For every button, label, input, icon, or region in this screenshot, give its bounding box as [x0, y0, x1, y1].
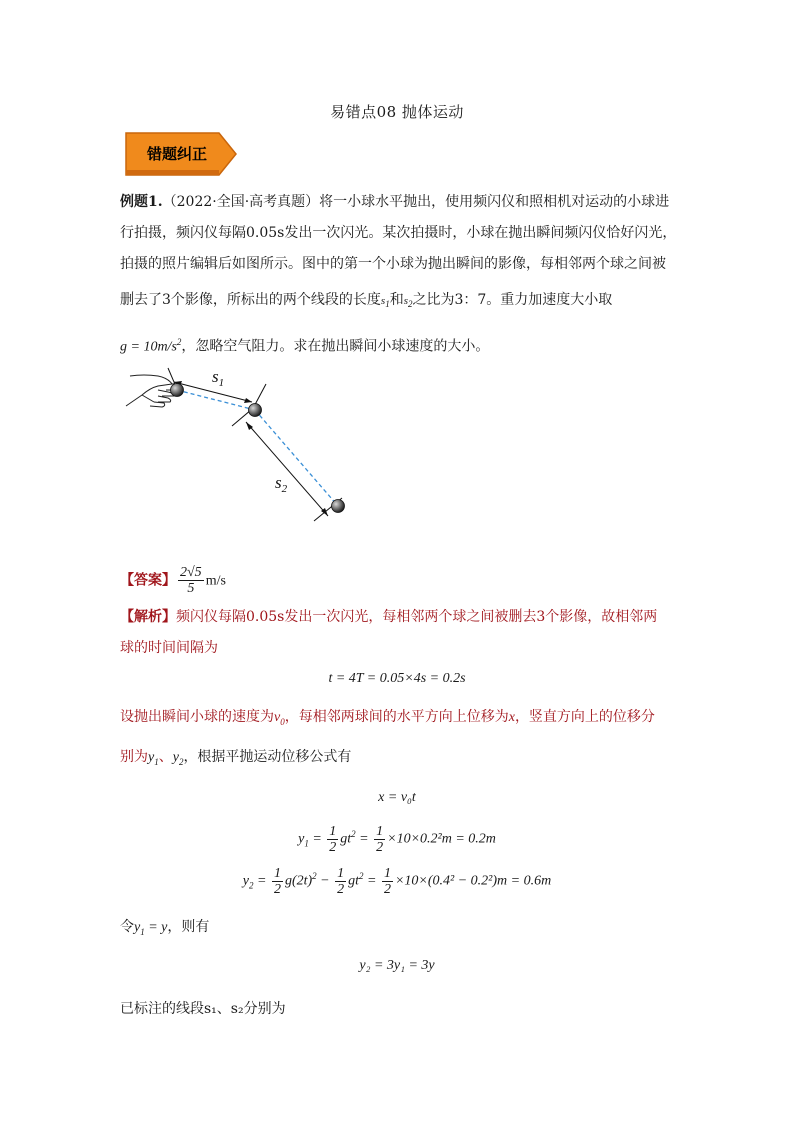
equation-time-interval: t = 4T = 0.05×4s = 0.2s	[328, 671, 466, 686]
problem-line-1: 例题1.（2022·全国·高考真题）将一小球水平抛出，使用频闪仪和照相机对运动的小球进	[120, 194, 670, 210]
problem-line-2: 行拍摄，频闪仪每隔0.05s发出一次闪光。某次拍摄时，小球在抛出瞬间频闪仪恰好闪光，	[120, 225, 677, 241]
dashed-segment-2	[255, 410, 338, 506]
equation-horizontal: x = v₀t	[378, 790, 416, 805]
ball-3	[332, 500, 345, 513]
ball-2	[249, 404, 262, 417]
equation-y2: $y_2$ = $\frac{1}{2}$ $g(2t)^2$ − $\frac{1}{2}$ $gt^2$ = $\frac{1}{2}$ ×10×(0.4² − 0.2²)m = 0.6m	[242, 866, 552, 897]
s1-label: $s_1$	[212, 367, 225, 389]
page-title: 易错点08 抛体运动	[330, 103, 464, 121]
analysis-line-6: 已标注的线段s₁、s₂分别为	[120, 1001, 286, 1017]
equation-y1: $y_1$ = $\frac{1}{2}$ $gt^2$ = $\frac{1}{2}$ ×10×0.2²m = 0.2m	[298, 824, 496, 855]
analysis-line-1: 【解析】频闪仪每隔0.05s发出一次闪光，每相邻两个球之间被删去3个影像，故相邻两	[120, 609, 658, 625]
answer-line: 【答案】 $\frac{2√5}{5}$ m/s	[120, 565, 226, 596]
s1-arrow-right	[244, 398, 252, 403]
answer-fraction: $\frac{2√5}{5}$	[180, 565, 202, 596]
problem-label: 例题1.	[120, 194, 163, 210]
s2-label: $s_2$	[275, 473, 288, 495]
problem-line-5: $g = 10m/s^2$，忽略空气阻力。求在抛出瞬间小球速度的大小。	[120, 337, 490, 355]
answer-label: 【答案】	[120, 572, 176, 589]
analysis-line-3: 设抛出瞬间小球的速度为$v_0$，每相邻两球间的水平方向上位移为x，竖直方向上的位移分	[120, 709, 655, 727]
banner-label: 错题纠正	[146, 145, 207, 163]
analysis-line-2: 球的时间间隔为	[120, 640, 218, 656]
problem-line-3: 拍摄的照片编辑后如图所示。图中的第一个小球为抛出瞬间的影像，每相邻两个球之间被	[120, 256, 666, 272]
problem-line-4: 删去了3个影像，所标出的两个线段的长度$s_1$和$s_2$之比为3：7。重力加速度大小取	[120, 292, 613, 310]
equation-ratio: y₂ = 3y₁ = 3y	[359, 958, 435, 973]
trajectory-figure	[120, 362, 360, 532]
analysis-line-4: 别为$y_1$、$y_2$，根据平抛运动位移公式有	[120, 749, 352, 767]
s2-dimension-line	[246, 422, 328, 516]
analysis-label: 【解析】	[120, 609, 176, 625]
analysis-line-5: 令$y_1 = y$，则有	[120, 919, 210, 937]
ball-1	[171, 384, 184, 397]
